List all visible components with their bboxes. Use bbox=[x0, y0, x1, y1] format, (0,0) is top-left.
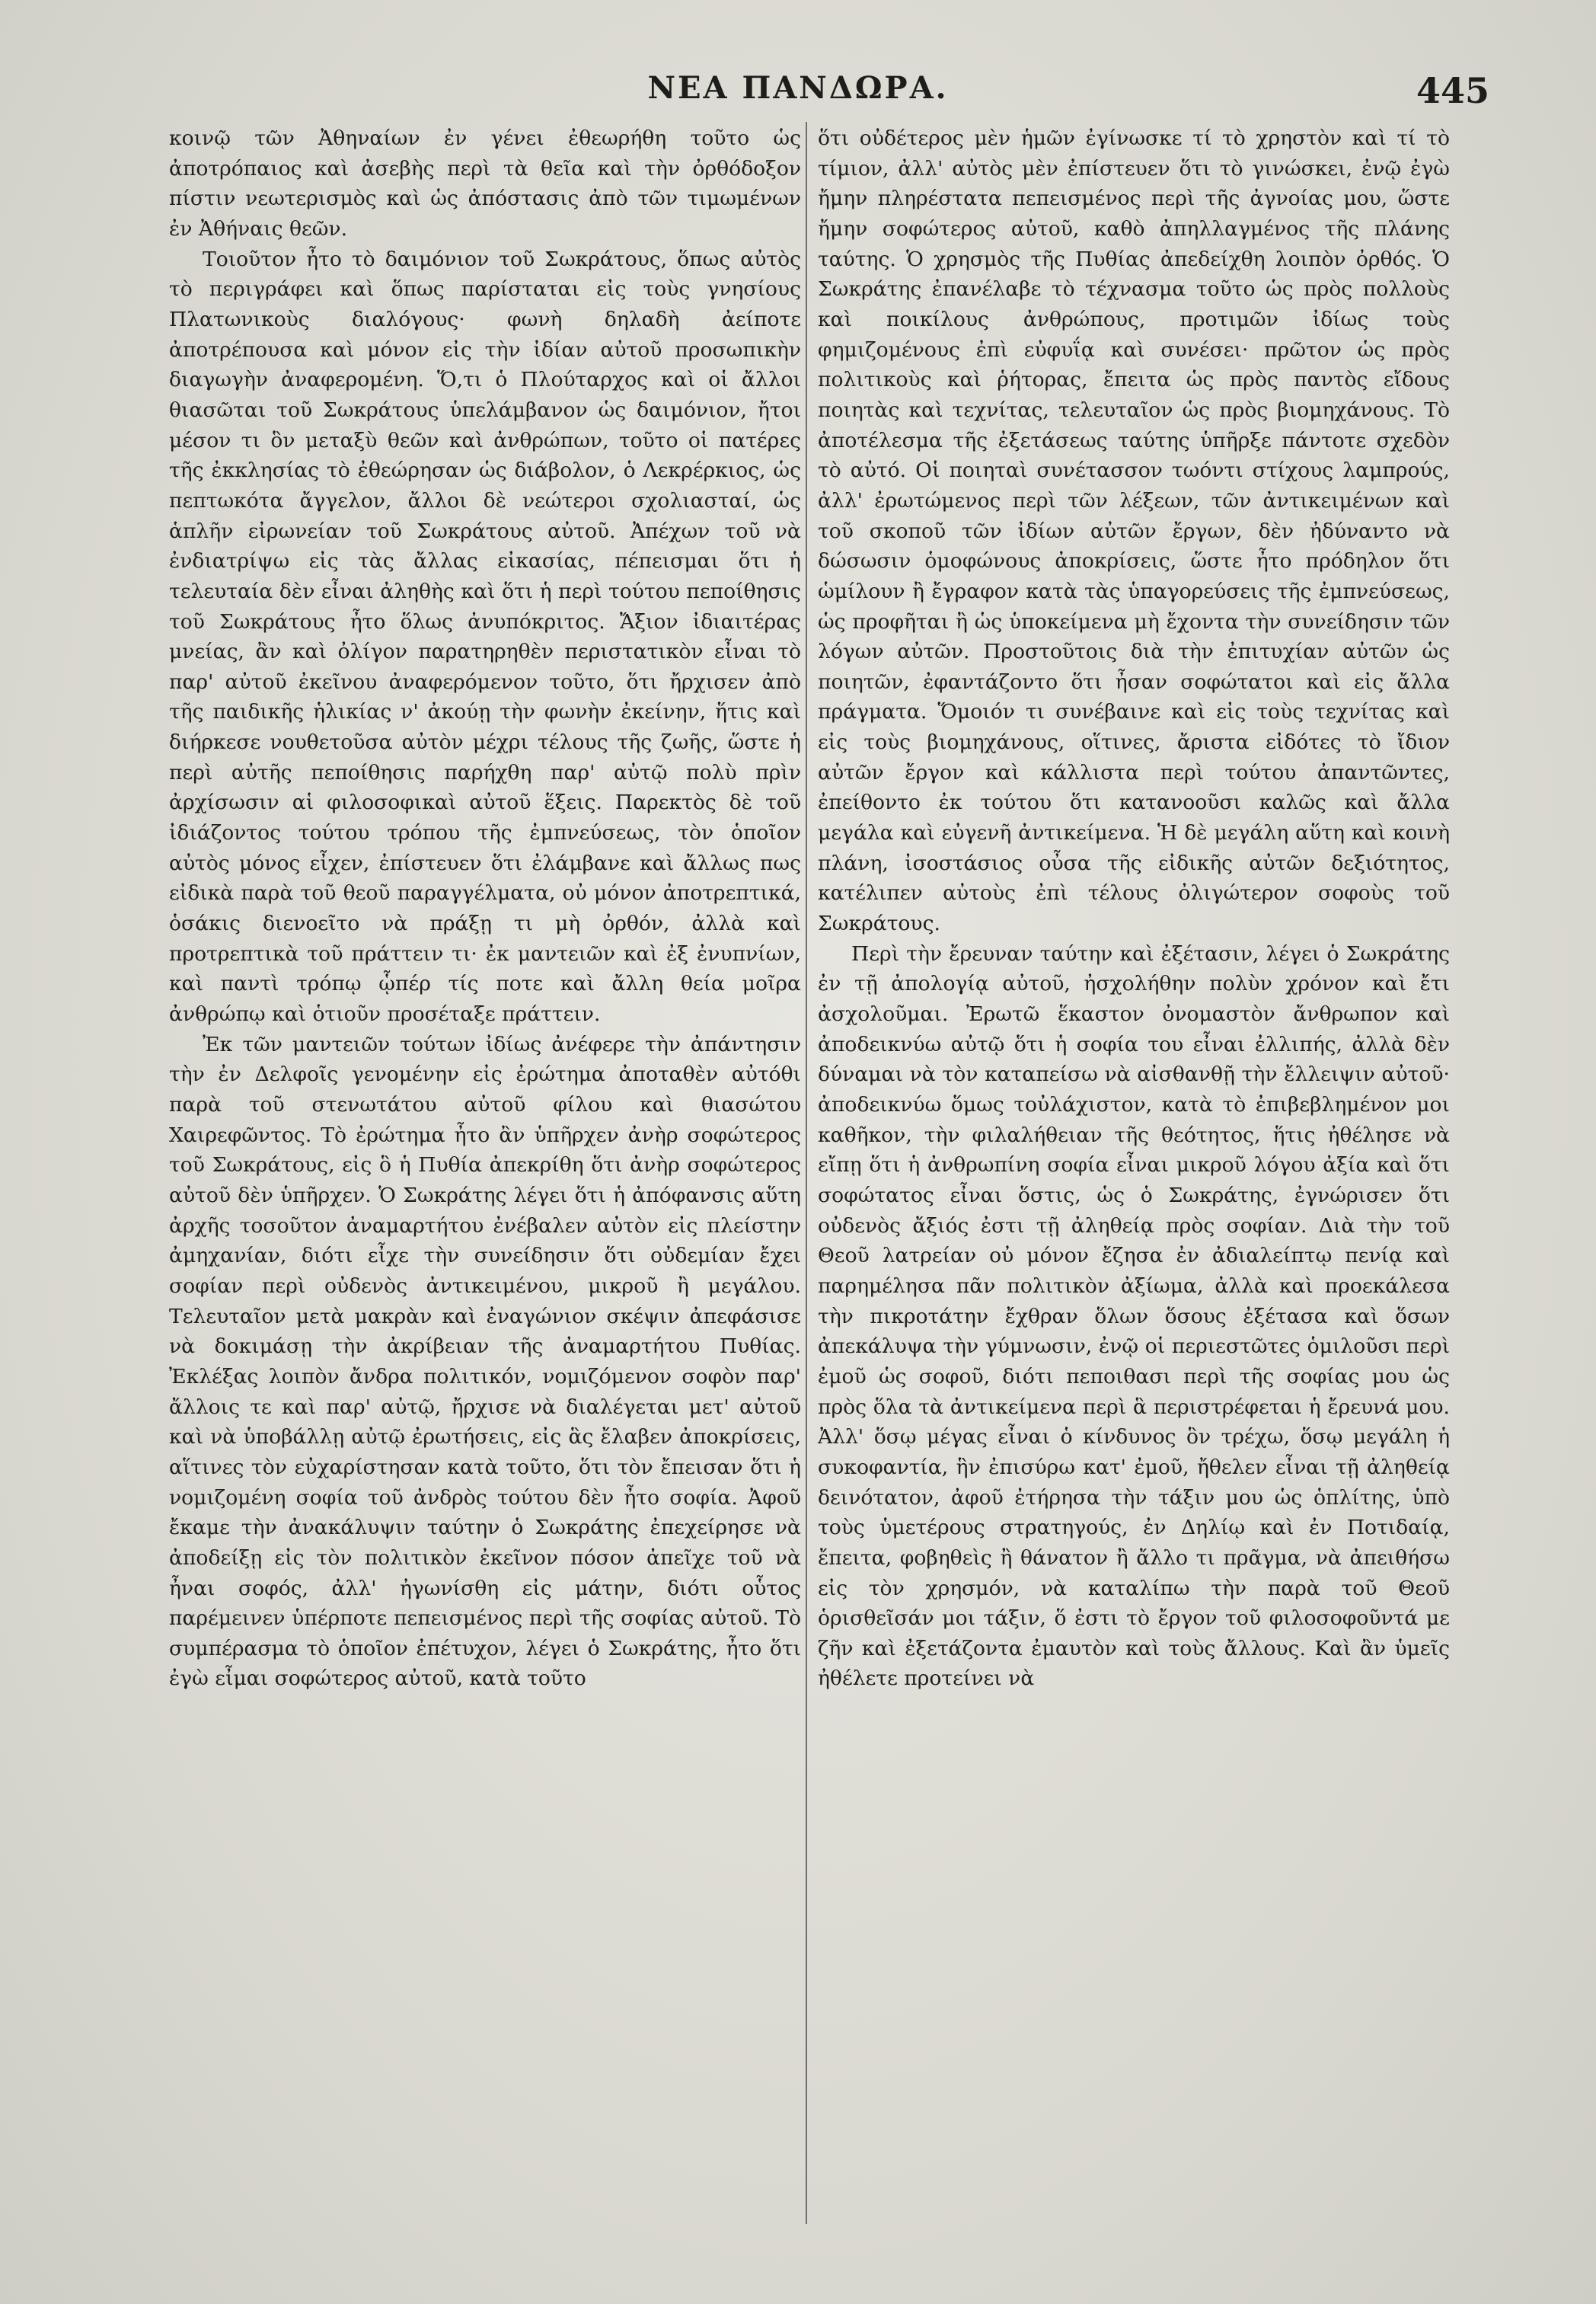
page-number: 445 bbox=[1416, 70, 1489, 111]
page-header bbox=[0, 70, 1596, 123]
left-column bbox=[169, 123, 801, 1694]
column-divider bbox=[806, 122, 807, 2224]
right-column bbox=[818, 123, 1450, 1694]
paragraph: Ἐκ τῶν μαντειῶν τούτων ἰδίως ἀνέφερε τὴν ἀπάντησιν τὴν ἐν Δελφοῖς γενομένην εἰς ἐρώτημα ἀποταθὲν αὐτόθι παρὰ τοῦ στενωτάτου αὐτοῦ φίλου καὶ θιασώτου Χαιρεφῶντος. Τὸ ἐρώτημα ἦτο ἂν ὑπῆρχεν ἀνὴρ σοφώτερος τοῦ Σωκράτους, εἰς ὃ ἡ Πυθία ἀπεκρίθη ὅτι ἀνὴρ σοφώτερος αὐτοῦ δὲν ὑπῆρχεν. Ὁ Σωκράτης λέγει ὅτι ἡ ἀπόφανσις αὕτη ἀρχῆς τοσοῦτον ἀναμαρτήτου ἐνέβαλεν αὐτὸν εἰς πλείστην ἀμηχανίαν, διότι εἶχε τὴν συνείδησιν ὅτι οὐδεμίαν ἔχει σοφίαν περὶ οὐδενὸς ἀντικειμένου, μικροῦ ἢ μεγάλου. Τελευταῖον μετὰ μακρὰν καὶ ἐναγώνιον σκέψιν ἀπεφάσισε νὰ δοκιμάσῃ τὴν ἀκρίβειαν τῆς ἀναμαρτήτου Πυθίας. Ἐκλέξας λοιπὸν ἄνδρα πολιτικόν, νομιζόμενον σοφὸν παρ' ἄλλοις τε καὶ παρ' αὐτῷ, ἤρχισε νὰ διαλέγεται μετ' αὐτοῦ καὶ νὰ ὑποβάλλῃ αὐτῷ ἐρωτήσεις, εἰς ἃς ἔλαβεν ἀποκρίσεις, αἵτινες τὸν εὐχαρίστησαν κατὰ τοῦτο, ὅτι τὸν ἔπεισαν ὅτι ἡ νομιζομένη σοφία τοῦ ἀνδρὸς τούτου δὲν ἦτο σοφία. Ἀφοῦ ἔκαμε τὴν ἀνακάλυψιν ταύτην ὁ Σωκράτης ἐπεχείρησε νὰ ἀποδείξῃ εἰς τὸν πολιτικὸν ἐκεῖνον πόσον ἀπεῖχε τοῦ νὰ ἦναι σοφός, ἀλλ' ἠγωνίσθη εἰς μάτην, διότι οὗτος παρέμεινεν ὑπέρποτε πεπεισμένος περὶ τῆς σοφίας αὐτοῦ. Τὸ συμπέρασμα τὸ ὁποῖον ἐπέτυχον, λέγει ὁ Σωκράτης, ἦτο ὅτι ἐγὼ εἶμαι σοφώτερος αὐτοῦ, κατὰ τοῦτο bbox=[169, 1032, 801, 1691]
paragraph: ὅτι οὐδέτερος μὲν ἡμῶν ἐγίνωσκε τί τὸ χρηστὸν καὶ τί τὸ τίμιον, ἀλλ' αὐτὸς μὲν ἐπίστευεν ὅτι τὸ γινώσκει, ἐνῷ ἐγὼ ἤμην πληρέστατα πεπεισμένος περὶ τῆς ἀγνοίας μου, ὥστε ἤμην σοφώτερος αὐτοῦ, καθὸ ἀπηλλαγμένος τῆς πλάνης ταύτης. Ὁ χρησμὸς τῆς Πυθίας ἀπεδείχθη λοιπὸν ὀρθός. Ὁ Σωκράτης ἐπανέλαβε τὸ τέχνασμα τοῦτο ὡς πρὸς πολλοὺς καὶ ποικίλους ἀνθρώπους, προτιμῶν ἰδίως τοὺς φημιζομένους ἐπὶ εὐφυΐᾳ καὶ συνέσει· πρῶτον ὡς πρὸς πολιτικοὺς καὶ ῥήτορας, ἔπειτα ὡς πρὸς παντὸς εἴδους ποιητὰς καὶ τεχνίτας, τελευταῖον ὡς πρὸς βιομηχάνους. Τὸ ἀποτέλεσμα τῆς ἐξετάσεως ταύτης ὑπῆρξε πάντοτε σχεδὸν τὸ αὐτό. Οἱ ποιηταὶ συνέτασσον τωόντι στίχους λαμπρούς, ἀλλ' ἐρωτώμενος περὶ τῶν λέξεων, τῶν ἀντικειμένων καὶ τοῦ σκοποῦ τῶν ἰδίων αὐτῶν ἔργων, δὲν ἠδύναντο νὰ δώσωσιν ὁμοφώνους ἀποκρίσεις, ὥστε ἦτο πρόδηλον ὅτι ὡμίλουν ἢ ἔγραφον κατὰ τὰς ὑπαγορεύσεις τῆς ἐμπνεύσεως, ὡς προφῆται ἢ ὡς ὑποκείμενα μὴ ἔχοντα τὴν συνείδησιν τῶν λόγων αὐτῶν. Προστοῦτοις διὰ τὴν ἐπιτυχίαν αὐτῶν ὡς ποιητῶν, ἐφαντάζοντο ὅτι ἦσαν σοφώτατοι καὶ εἰς ἄλλα πράγματα. Ὅμοιόν τι συνέβαινε καὶ εἰς τοὺς τεχνίτας καὶ εἰς τοὺς βιομηχάνους, οἵτινες, ἄριστα εἰδότες τὸ ἴδιον αὐτῶν ἔργον καὶ κάλλιστα περὶ τούτου ἀπαντῶντες, ἐπείθοντο ἐκ τούτου ὅτι κατανοοῦσι καλῶς καὶ ἄλλα μεγάλα καὶ εὐγενῆ ἀντικείμενα. Ἡ δὲ μεγάλη αὕτη καὶ κοινὴ πλάνη, ἰσοστάσιος οὖσα τῆς εἰδικῆς αὐτῶν δεξιότητος, κατέλιπεν αὐτοὺς ἐπὶ τέλους ὀλιγώτερον σοφοὺς τοῦ Σωκράτους. bbox=[818, 126, 1450, 936]
running-title: ΝΕΑ ΠΑΝΔΩΡΑ. bbox=[647, 70, 949, 106]
paragraph: Τοιοῦτον ἦτο τὸ δαιμόνιον τοῦ Σωκράτους, ὅπως αὐτὸς τὸ περιγράφει καὶ ὅπως παρίσταται εἰς τοὺς γνησίους Πλατωνικοὺς διαλόγους· φωνὴ δηλαδὴ ἀείποτε ἀποτρέπουσα καὶ μόνον εἰς τὴν ἰδίαν αὐτοῦ προσωπικὴν διαγωγὴν ἀναφερομένη. Ὅ,τι ὁ Πλούταρχος καὶ οἱ ἄλλοι θιασῶται τοῦ Σωκράτους ὑπελάμβανον ὡς δαιμόνιον, ἤτοι μέσον τι ὃν μεταξὺ θεῶν καὶ ἀνθρώπων, τοῦτο οἱ πατέρες τῆς ἐκκλησίας τὸ ἐθεώρησαν ὡς διάβολον, ὁ Λεκρέρκιος, ὡς πεπτωκότα ἄγγελον, ἄλλοι δὲ νεώτεροι σχολιασταί, ὡς ἁπλῆν εἰρωνείαν τοῦ Σωκράτους αὐτοῦ. Ἀπέχων τοῦ νὰ ἐνδιατρίψω εἰς τὰς ἄλλας εἰκασίας, πέπεισμαι ὅτι ἡ τελευταία δὲν εἶναι ἀληθὴς καὶ ὅτι ἡ περὶ τούτου πεποίθησις τοῦ Σωκράτους ἦτο ὅλως ἀνυπόκριτος. Ἄξιον ἰδιαιτέρας μνείας, ἂν καὶ ὀλίγον παρατηρηθὲν περιστατικὸν εἶναι τὸ παρ' αὐτοῦ ἐκεῖνου ἀναφερόμενον τοῦτο, ὅτι ἤρχισεν ἀπὸ τῆς παιδικῆς ἡλικίας ν' ἀκούῃ τὴν φωνὴν ἐκείνην, ἥτις καὶ διήρκεσε νουθετοῦσα αὐτὸν μέχρι τέλους τῆς ζωῆς, ὥστε ἡ περὶ αὐτῆς πεποίθησις παρήχθη παρ' αὐτῷ πολὺ πρὶν ἀρχίσωσιν αἱ φιλοσοφικαὶ αὐτοῦ ἕξεις. Παρεκτὸς δὲ τοῦ ἰδιάζοντος τούτου τρόπου τῆς ἐμπνεύσεως, τὸν ὁποῖον αὐτὸς μόνος εἶχεν, ἐπίστευεν ὅτι ἐλάμβανε καὶ ἄλλως πως εἰδικὰ παρὰ τοῦ θεοῦ παραγγέλματα, οὐ μόνον ἀποτρεπτικά, ὁσάκις διενοεῖτο νὰ πράξῃ τι μὴ ὀρθόν, ἀλλὰ καὶ προτρεπτικὰ τοῦ πράττειν τι· ἐκ μαντειῶν καὶ ἐξ ἐνυπνίων, καὶ παντὶ τρόπῳ ᾧπέρ τίς ποτε καὶ ἄλλη θεία μοῖρα ἀνθρώπῳ καὶ ὁτιοῦν προσέταξε πράττειν. bbox=[169, 247, 801, 1027]
paragraph: κοινῷ τῶν Ἀθηναίων ἐν γένει ἐθεωρήθη τοῦτο ὡς ἀποτρόπαιος καὶ ἀσεβὴς περὶ τὰ θεῖα καὶ τὴν ὀρθόδοξον πίστιν νεωτερισμὸς καὶ ὡς ἀπόστασις ἀπὸ τῶν τιμωμένων ἐν Ἀθήναις θεῶν. bbox=[169, 126, 801, 241]
paragraph: Περὶ τὴν ἔρευναν ταύτην καὶ ἐξέτασιν, λέγει ὁ Σωκράτης ἐν τῇ ἀπολογίᾳ αὐτοῦ, ἠσχολήθην πολὺν χρόνον καὶ ἔτι ἀσχολοῦμαι. Ἐρωτῶ ἕκαστον ὀνομαστὸν ἄνθρωπον καὶ ἀποδεικνύω αὐτῷ ὅτι ἡ σοφία του εἶναι ἐλλιπής, ἀλλὰ δὲν δύναμαι νὰ τὸν καταπείσω νὰ αἰσθανθῇ τὴν ἔλλειψιν αὐτοῦ· ἀποδεικνύω ὅμως τοὐλάχιστον, κατὰ τὸ ἐπιβεβλημένον μοι καθῆκον, τὴν φιλαλήθειαν τῆς θεότητος, ἥτις ἠθέλησε νὰ εἴπῃ ὅτι ἡ ἀνθρωπίνη σοφία εἶναι μικροῦ λόγου ἀξία καὶ ὅτι σοφώτατος εἶναι ὅστις, ὡς ὁ Σωκράτης, ἐγνώρισεν ὅτι οὐδενὸς ἄξιός ἐστι τῇ ἀληθείᾳ πρὸς σοφίαν. Διὰ τὴν τοῦ Θεοῦ λατρείαν οὐ μόνον ἔζησα ἐν ἀδιαλείπτῳ πενίᾳ καὶ παρημέλησα πᾶν πολιτικὸν ἀξίωμα, ἀλλὰ καὶ προεκάλεσα τὴν πικροτάτην ἔχθραν ὅλων ὅσους ἐξέτασα καὶ ὅσων ἀπεκάλυψα τὴν γύμνωσιν, ἐνῷ οἱ περιεστῶτες ὁμιλοῦσι περὶ ἐμοῦ ὡς σοφοῦ, διότι πεποιθασι περὶ τῆς σοφίας μου ὡς πρὸς ὅλα τὰ ἀντικείμενα περὶ ἃ περιστρέφεται ἡ ἔρευνά μου. Ἀλλ' ὅσῳ μέγας εἶναι ὁ κίνδυνος ὃν τρέχω, ὅσῳ μεγάλη ἡ συκοφαντία, ἣν ἐπισύρω κατ' ἐμοῦ, ἤθελεν εἶναι τῇ ἀληθείᾳ δεινότατον, ἀφοῦ ἐτήρησα τὴν τάξιν μου ὡς ὁπλίτης, ὑπὸ τοὺς ὑμετέρους στρατηγούς, ἐν Δηλίῳ καὶ ἐν Ποτιδαίᾳ, ἔπειτα, φοβηθεὶς ἢ θάνατον ἢ ἄλλο τι πρᾶγμα, νὰ ἀπειθήσω εἰς τὸν χρησμόν, νὰ καταλίπω τὴν παρὰ τοῦ Θεοῦ ὁρισθεῖσάν μοι τάξιν, ὅ ἐστι τὸ ἔργον τοῦ φιλοσοφοῦντά με ζῆν καὶ ἐξετάζοντα ἐμαυτὸν καὶ τοὺς ἄλλους. Καὶ ἂν ὑμεῖς ἠθέλετε προτείνει νὰ bbox=[818, 941, 1450, 1691]
